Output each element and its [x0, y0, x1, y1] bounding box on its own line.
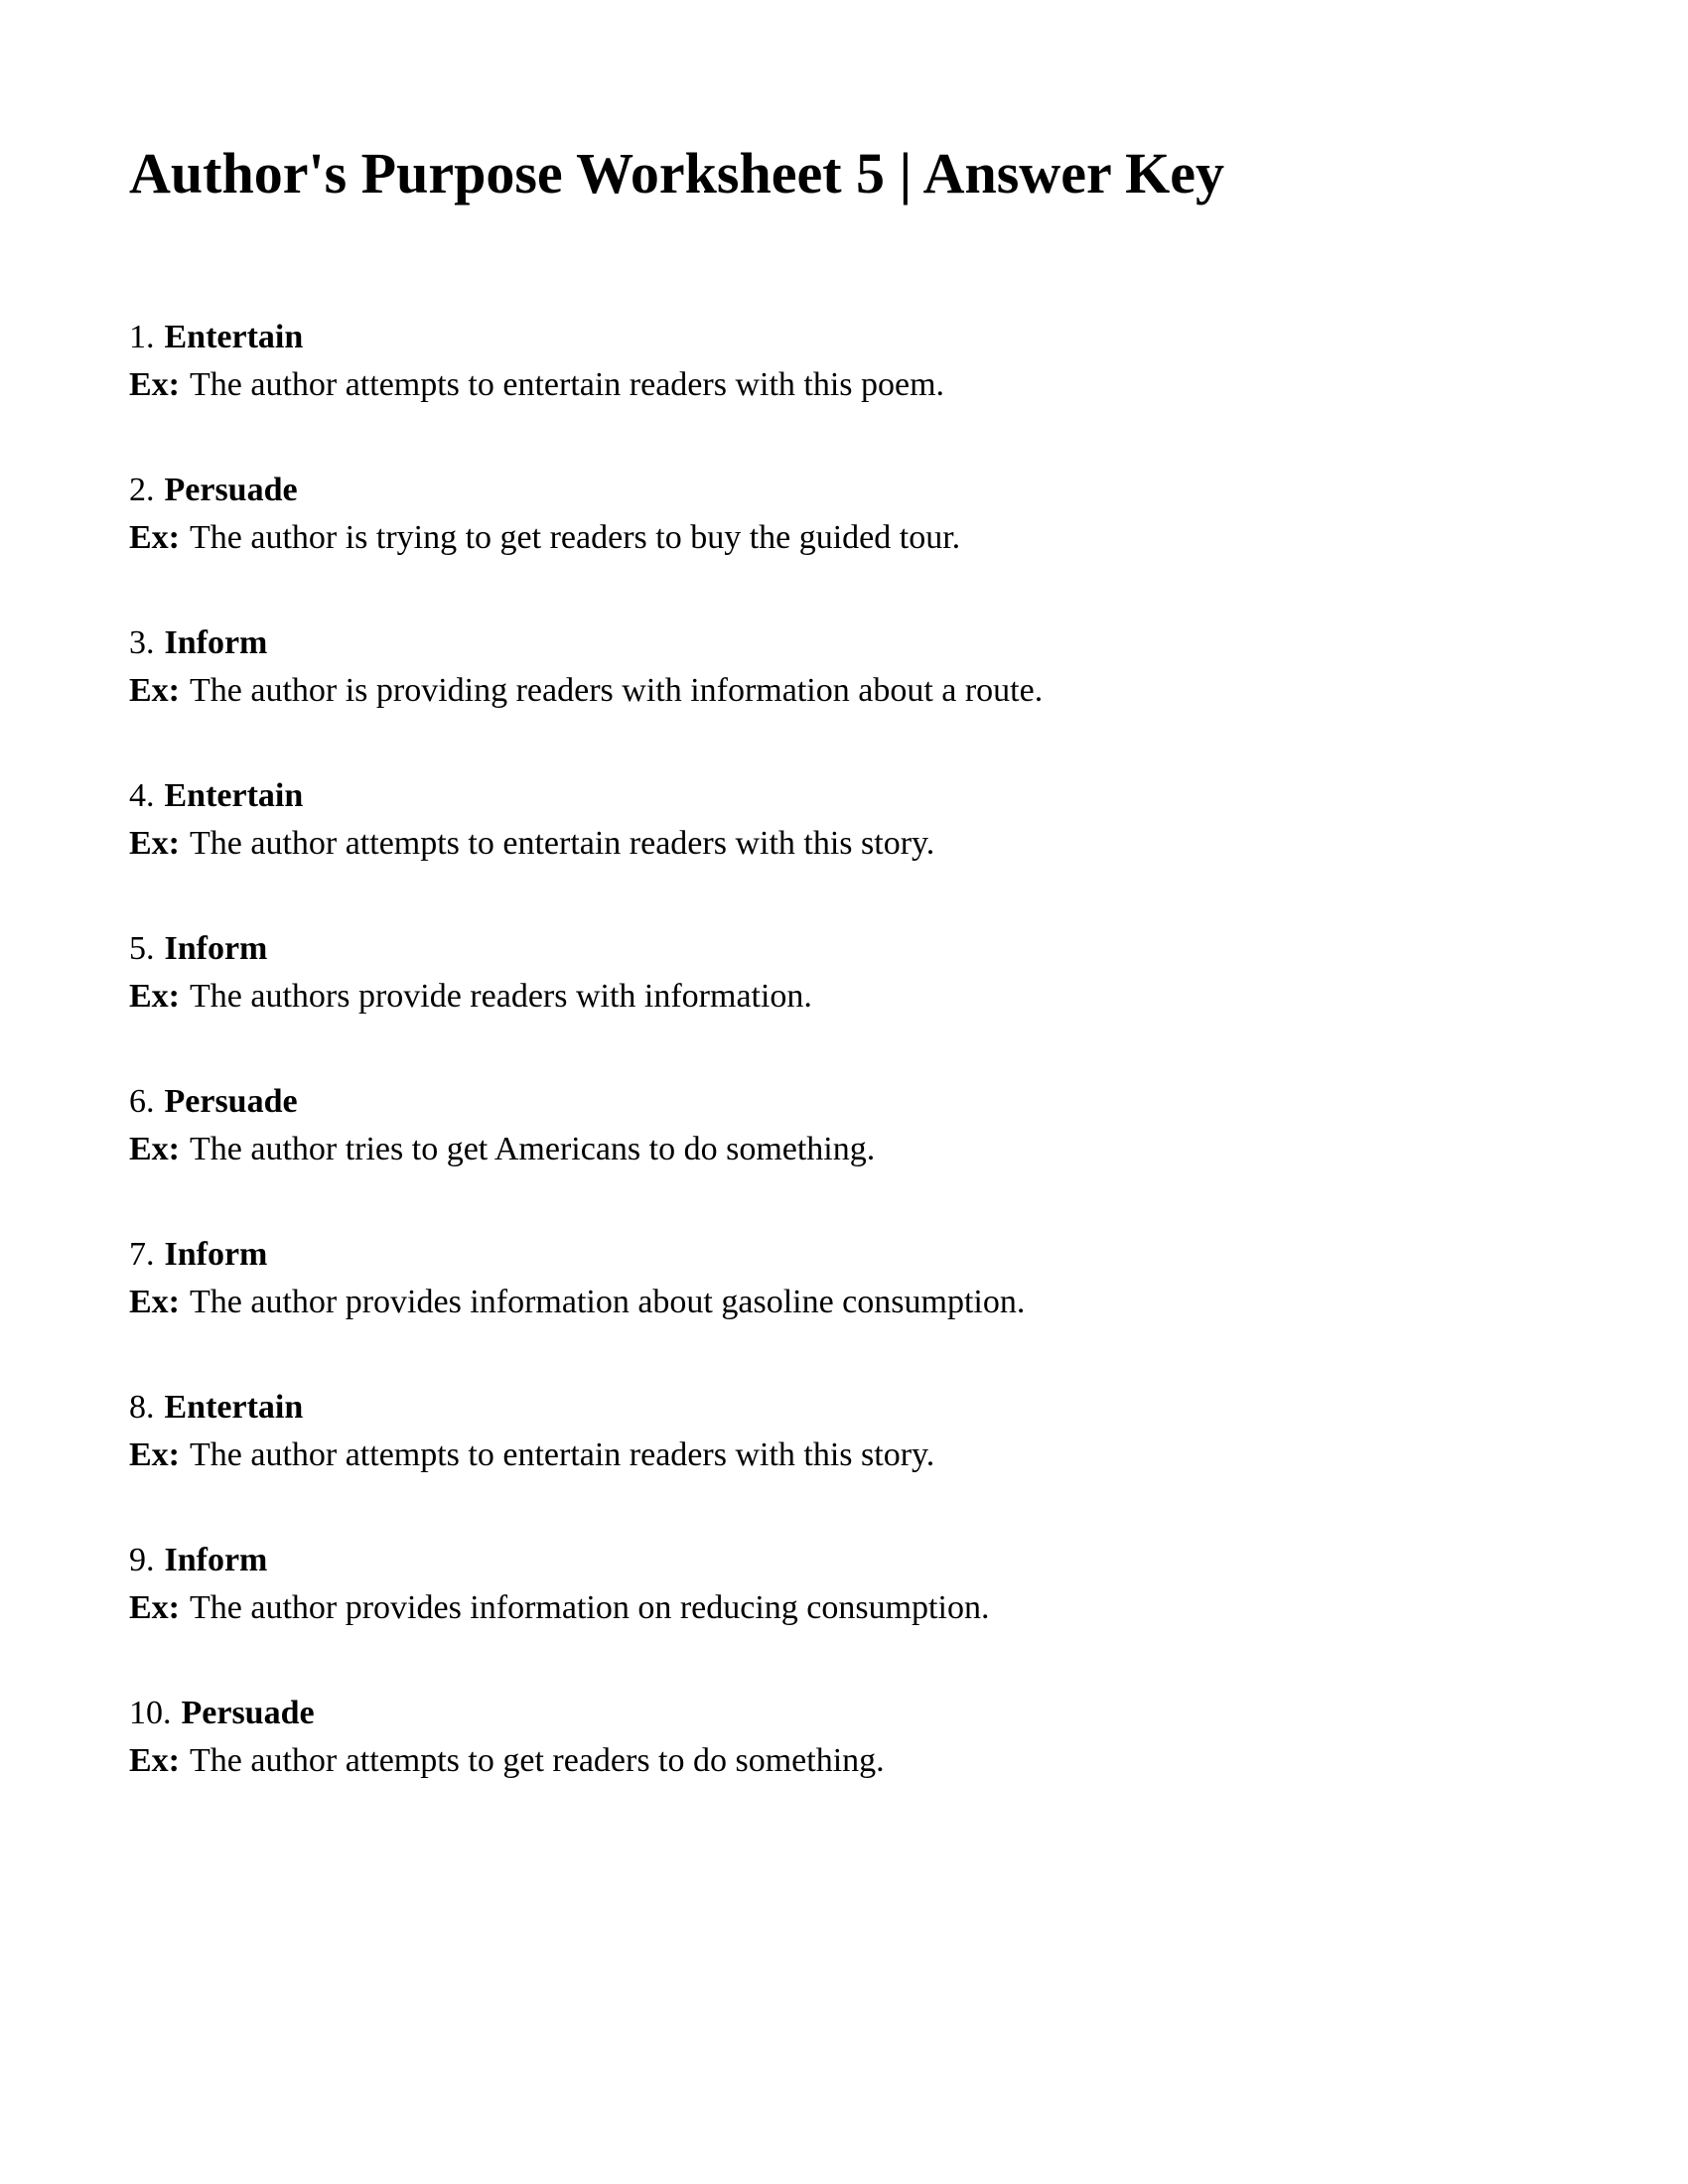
item-number: 9. — [129, 1541, 155, 1578]
item-number: 6. — [129, 1082, 155, 1120]
example-text: The author provides information about gasoline consumption. — [190, 1283, 1026, 1320]
ex-label: Ex: — [129, 1741, 180, 1779]
answer-label: Persuade — [164, 1082, 298, 1120]
ex-label: Ex: — [129, 977, 180, 1015]
example-text: The author attempts to get readers to do something. — [190, 1741, 885, 1779]
page-title: Author's Purpose Worksheet 5 | Answer Key — [129, 141, 1224, 205]
answer-label: Inform — [164, 623, 268, 661]
item-number: 1. — [129, 318, 155, 355]
example-text: The author attempts to entertain readers with this poem. — [190, 365, 945, 403]
example-text: The authors provide readers with information. — [190, 977, 812, 1015]
ex-label: Ex: — [129, 1283, 180, 1320]
answer-line — [129, 1384, 1549, 1432]
example-line — [129, 514, 1549, 562]
item-number: 4. — [129, 776, 155, 814]
answer-item — [129, 314, 1549, 409]
answer-item — [129, 1537, 1549, 1632]
answer-line — [129, 314, 1549, 361]
answer-line — [129, 1231, 1549, 1279]
answer-line — [129, 772, 1549, 820]
ex-label: Ex: — [129, 365, 180, 403]
item-number: 3. — [129, 623, 155, 661]
ex-label: Ex: — [129, 671, 180, 709]
ex-label: Ex: — [129, 1435, 180, 1473]
item-number: 7. — [129, 1235, 155, 1273]
answer-label: Entertain — [164, 1388, 304, 1426]
answer-label: Inform — [164, 929, 268, 967]
answer-line — [129, 1690, 1549, 1737]
answer-item — [129, 772, 1549, 868]
item-number: 2. — [129, 471, 155, 508]
answer-item — [129, 1690, 1549, 1785]
ex-label: Ex: — [129, 1588, 180, 1626]
example-line — [129, 361, 1549, 409]
answer-label: Inform — [164, 1541, 268, 1578]
answer-line — [129, 1078, 1549, 1126]
example-text: The author tries to get Americans to do something. — [190, 1130, 876, 1167]
answer-item — [129, 1078, 1549, 1173]
item-number: 8. — [129, 1388, 155, 1426]
example-line — [129, 1737, 1549, 1785]
answer-label: Entertain — [164, 318, 304, 355]
answer-line — [129, 619, 1549, 667]
ex-label: Ex: — [129, 1130, 180, 1167]
answer-line — [129, 925, 1549, 973]
item-number: 5. — [129, 929, 155, 967]
example-line — [129, 1584, 1549, 1632]
example-line — [129, 973, 1549, 1021]
answer-item — [129, 925, 1549, 1021]
answer-label: Persuade — [164, 471, 298, 508]
item-number: 10. — [129, 1694, 172, 1731]
example-text: The author is trying to get readers to buy the guided tour. — [190, 518, 961, 556]
example-text: The author is providing readers with information about a route. — [190, 671, 1044, 709]
example-line — [129, 820, 1549, 868]
ex-label: Ex: — [129, 518, 180, 556]
example-line — [129, 1126, 1549, 1173]
answer-item — [129, 619, 1549, 715]
answer-line — [129, 467, 1549, 514]
answer-item — [129, 1384, 1549, 1479]
answer-item — [129, 1231, 1549, 1326]
answer-label: Persuade — [181, 1694, 315, 1731]
answer-line — [129, 1537, 1549, 1584]
example-line — [129, 1279, 1549, 1326]
answer-item — [129, 467, 1549, 562]
example-text: The author attempts to entertain readers with this story. — [190, 824, 935, 862]
ex-label: Ex: — [129, 824, 180, 862]
example-line — [129, 1432, 1549, 1479]
example-line — [129, 667, 1549, 715]
example-text: The author attempts to entertain readers with this story. — [190, 1435, 935, 1473]
answer-label: Inform — [164, 1235, 268, 1273]
example-text: The author provides information on reducing consumption. — [190, 1588, 990, 1626]
answer-label: Entertain — [164, 776, 304, 814]
